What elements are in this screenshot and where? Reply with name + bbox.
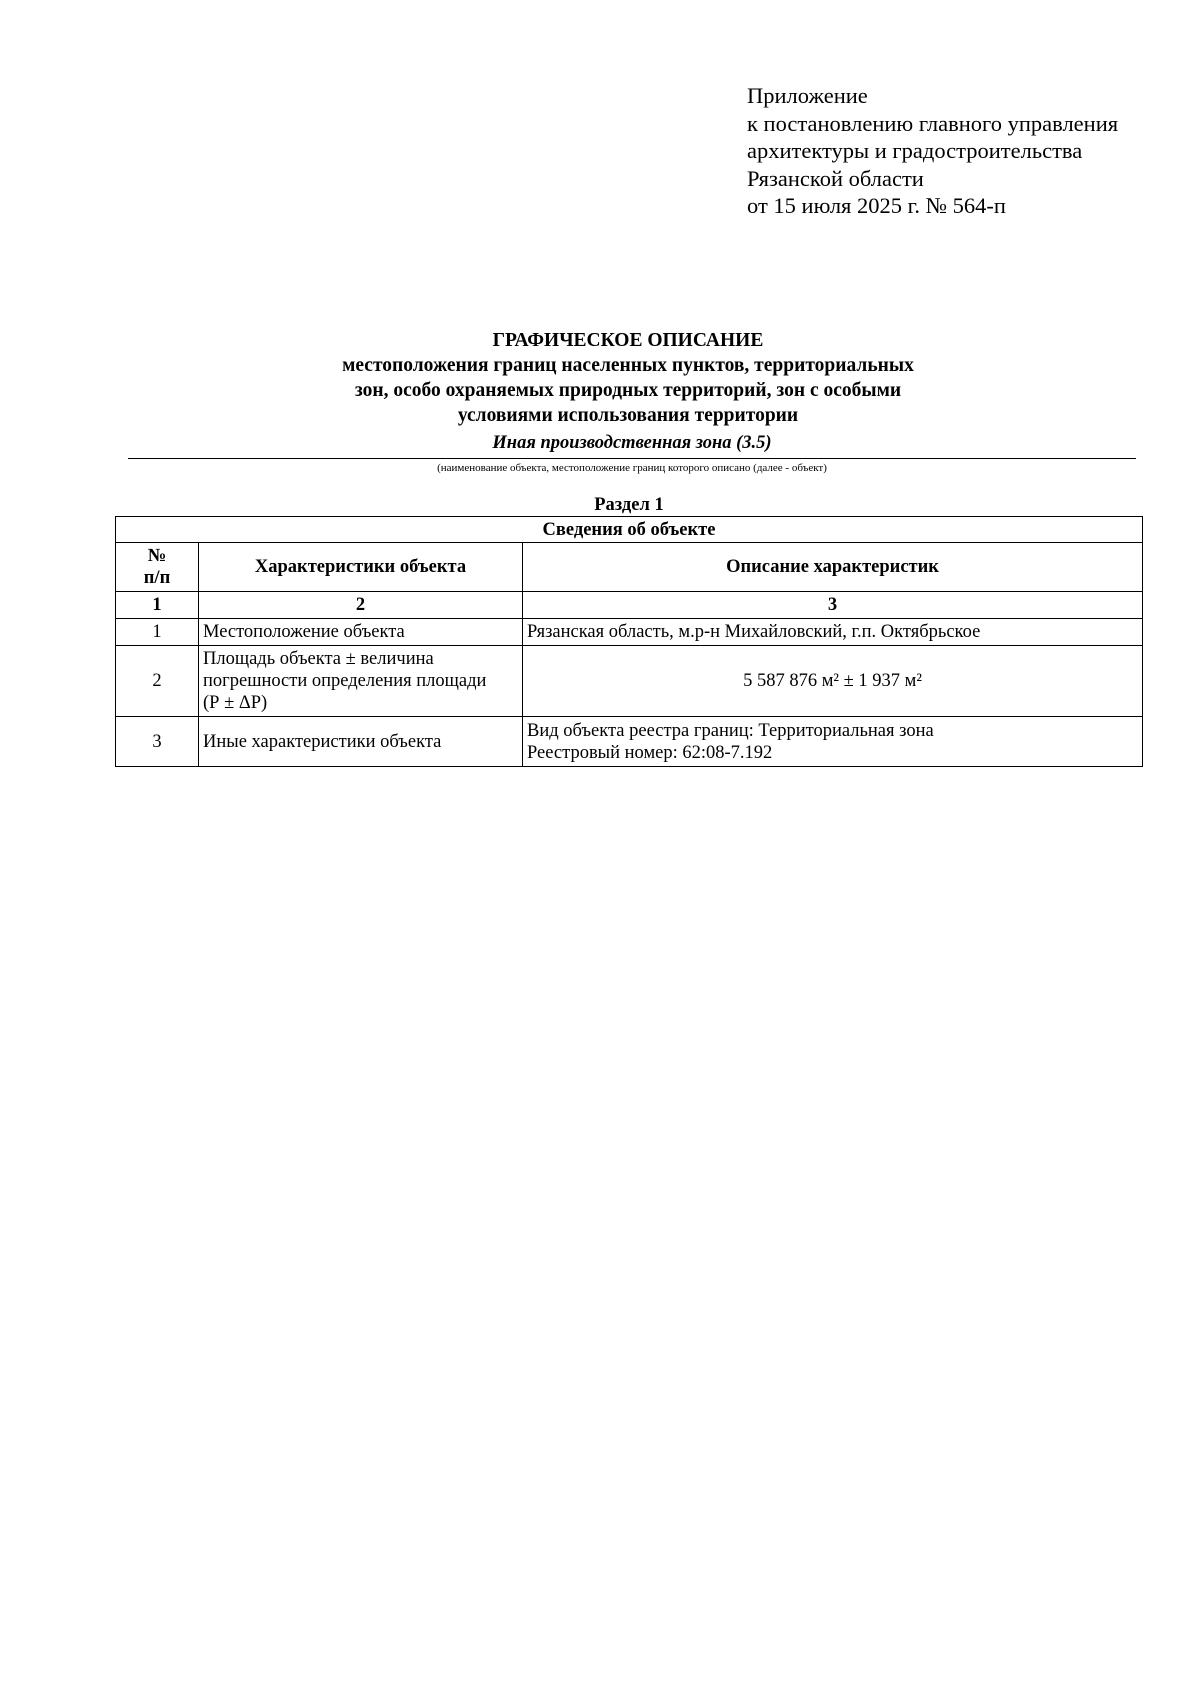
header-number xyxy=(116,543,199,592)
object-info-table xyxy=(115,516,1143,767)
row-characteristic xyxy=(199,646,523,717)
row-description-line: Реестровый номер: 62:08-7.192 xyxy=(527,742,773,763)
appendix-block xyxy=(747,82,1118,220)
table-header-row xyxy=(116,543,1143,592)
column-number: 1 xyxy=(116,592,199,619)
row-number: 3 xyxy=(116,717,199,767)
document-subtitle-line: зон, особо охраняемых природных территорий, зон с особыми xyxy=(354,380,902,401)
row-description xyxy=(523,717,1143,767)
column-number: 2 xyxy=(199,592,523,619)
row-description: Рязанская область, м.р-н Михайловский, г.п. Октябрьское xyxy=(523,619,1143,646)
table-caption-row xyxy=(116,517,1143,543)
table-row xyxy=(116,619,1143,646)
document-title-block xyxy=(120,328,1136,428)
row-characteristic: Иные характеристики объекта xyxy=(199,717,523,767)
header-description: Описание характеристик xyxy=(523,543,1143,592)
header-characteristic: Характеристики объекта xyxy=(199,543,523,592)
table-row xyxy=(116,717,1143,767)
object-name: Иная производственная зона (3.5) xyxy=(492,433,772,453)
row-number: 2 xyxy=(116,646,199,717)
appendix-line: Рязанской области xyxy=(747,165,924,191)
row-characteristic: Местоположение объекта xyxy=(199,619,523,646)
appendix-line: архитектуры и градостроительства xyxy=(747,138,1083,163)
document-subtitle-line: условиями использования территории xyxy=(457,405,799,426)
object-name-caption: (наименование объекта, местоположение границ которого описано (далее - объект) xyxy=(437,462,827,474)
document-subtitle-line: местоположения границ населенных пунктов, территориальных xyxy=(342,355,914,376)
table-caption: Сведения об объекте xyxy=(116,517,1143,543)
row-description: 5 587 876 м² ± 1 937 м² xyxy=(523,646,1143,717)
row-characteristic-line: погрешности определения площади xyxy=(203,671,487,691)
row-number: 1 xyxy=(116,619,199,646)
section-title: Раздел 1 xyxy=(594,495,664,515)
appendix-line: Приложение xyxy=(747,83,868,108)
table-row xyxy=(116,646,1143,717)
row-characteristic-line: Площадь объекта ± величина xyxy=(203,649,434,669)
appendix-line: к постановлению главного управления xyxy=(747,110,1119,136)
column-number: 3 xyxy=(523,592,1143,619)
appendix-date-line: от 15 июля 2025 г. № 564-п xyxy=(747,193,1006,218)
column-number-row xyxy=(116,592,1143,619)
row-characteristic-line: (Р ± ΔР) xyxy=(203,693,268,713)
object-name-underline xyxy=(128,458,1136,459)
header-number-label: № п/п xyxy=(143,546,171,588)
document-title: ГРАФИЧЕСКОЕ ОПИСАНИЕ xyxy=(492,330,764,351)
row-description-line: Вид объекта реестра границ: Территориальная зона xyxy=(527,720,934,741)
